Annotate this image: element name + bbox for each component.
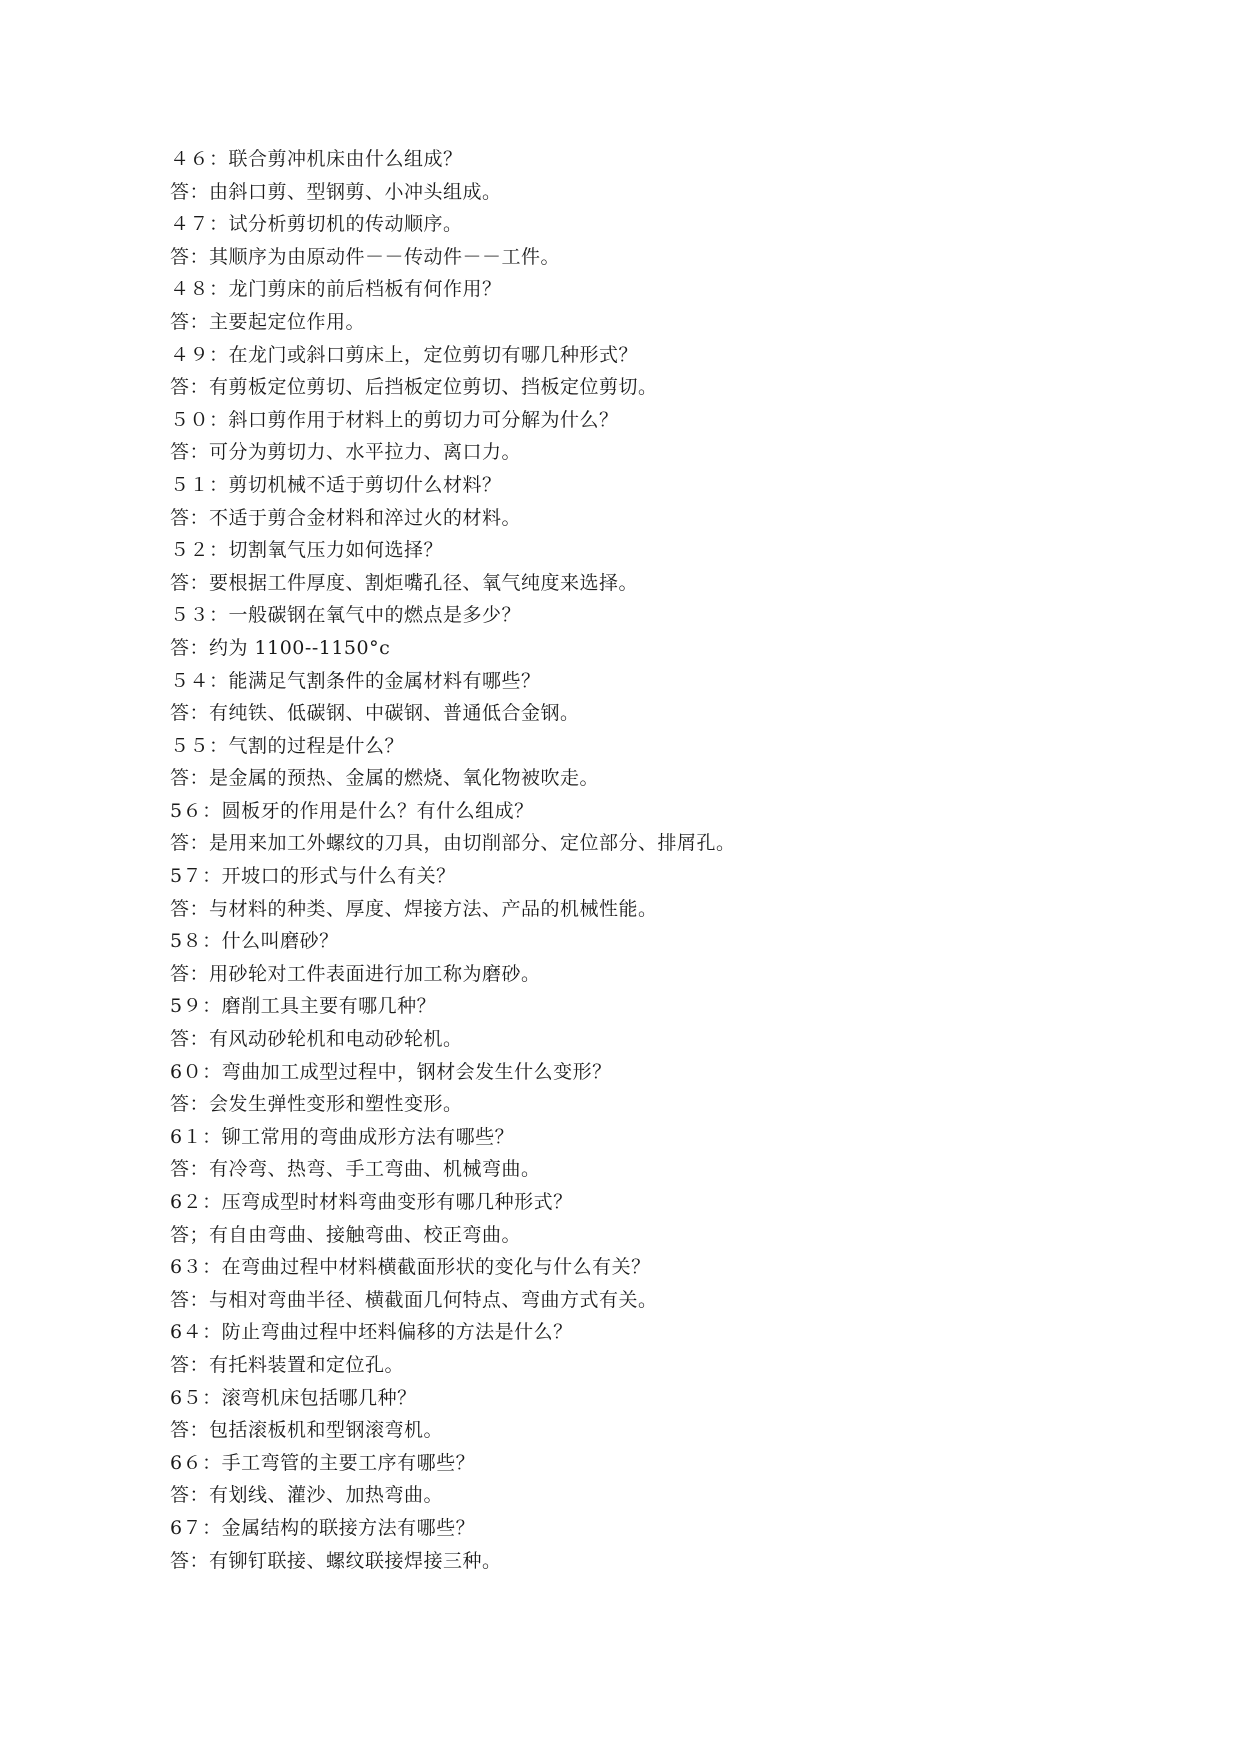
question-61: 6１：铆工常用的弯曲成形方法有哪些？ [170, 1125, 515, 1148]
answer-59: 答：有风动砂轮机和电动砂轮机。 [170, 1028, 463, 1051]
answer-57: 答：与材料的种类、厚度、焊接方法、产品的机械性能。 [170, 897, 658, 920]
answer-60: 答：会发生弹性变形和塑性变形。 [170, 1093, 463, 1116]
question-52: ５２：切割氧气压力如何选择？ [170, 539, 444, 562]
answer-56: 答：是用来加工外螺纹的刀具，由切削部分、定位部分、排屑孔。 [170, 832, 736, 855]
answer-51: 答：不适于剪合金材料和淬过火的材料。 [170, 506, 522, 529]
qa-list [170, 143, 1150, 1577]
question-53: ５３：一般碳钢在氧气中的燃点是多少？ [170, 604, 522, 627]
answer-61: 答：有冷弯、热弯、手工弯曲、机械弯曲。 [170, 1158, 541, 1181]
question-56: 5６：圆板牙的作用是什么？有什么组成？ [170, 799, 534, 822]
question-64: 6４：防止弯曲过程中坯料偏移的方法是什么？ [170, 1321, 573, 1344]
question-66: 6６：手工弯管的主要工序有哪些？ [170, 1451, 476, 1474]
answer-49: 答：有剪板定位剪切、后挡板定位剪切、挡板定位剪切。 [170, 376, 658, 399]
question-59: 5９：磨削工具主要有哪几种？ [170, 995, 437, 1018]
answer-48: 答：主要起定位作用。 [170, 310, 366, 333]
answer-66: 答：有划线、灌沙、加热弯曲。 [170, 1484, 444, 1507]
question-63: 6３：在弯曲过程中材料横截面形状的变化与什么有关？ [170, 1256, 651, 1279]
question-48: ４８：龙门剪床的前后档板有何作用？ [170, 278, 502, 301]
question-62: 6２：压弯成型时材料弯曲变形有哪几种形式？ [170, 1191, 573, 1213]
answer-64: 答：有托料装置和定位孔。 [170, 1353, 405, 1376]
answer-52: 答：要根据工件厚度、割炬嘴孔径、氧气纯度来选择。 [170, 571, 639, 594]
question-46: ４６：联合剪冲机床由什么组成？ [170, 148, 463, 170]
answer-50: 答：可分为剪切力、水平拉力、离口力。 [170, 441, 522, 464]
answer-47: 答：其顺序为由原动件－－传动件－－工件。 [170, 245, 561, 268]
question-58: 5８：什么叫磨砂？ [170, 930, 339, 953]
answer-65: 答：包括滚板机和型钢滚弯机。 [170, 1419, 444, 1442]
question-55: ５５：气割的过程是什么？ [170, 734, 405, 757]
answer-55: 答：是金属的预热、金属的燃烧、氧化物被吹走。 [170, 767, 600, 790]
question-57: 5７：开坡口的形式与什么有关？ [170, 865, 456, 888]
question-51: ５１：剪切机械不适于剪切什么材料？ [170, 473, 502, 496]
answer-53: 答：约为 1100--1150°c [170, 636, 391, 659]
question-49: ４９：在龙门或斜口剪床上，定位剪切有哪几种形式？ [170, 343, 639, 366]
answer-67: 答：有铆钉联接、螺纹联接焊接三种。 [170, 1549, 502, 1572]
question-47: ４７：试分析剪切机的传动顺序。 [170, 213, 463, 236]
question-65: 6５：滚弯机床包括哪几种？ [170, 1386, 417, 1409]
question-50: ５０：斜口剪作用于材料上的剪切力可分解为什么？ [170, 408, 619, 431]
question-54: ５４：能满足气割条件的金属材料有哪些？ [170, 669, 541, 692]
answer-58: 答：用砂轮对工件表面进行加工称为磨砂。 [170, 962, 541, 985]
answer-62: 答；有自由弯曲、接触弯曲、校正弯曲。 [170, 1223, 522, 1246]
answer-46: 答：由斜口剪、型钢剪、小冲头组成。 [170, 180, 502, 203]
answer-63: 答：与相对弯曲半径、横截面几何特点、弯曲方式有关。 [170, 1288, 658, 1311]
question-60: 6０：弯曲加工成型过程中，钢材会发生什么变形？ [170, 1060, 612, 1083]
answer-54: 答：有纯铁、低碳钢、中碳钢、普通低合金钢。 [170, 702, 580, 725]
question-67: 6７：金属结构的联接方法有哪些？ [170, 1516, 476, 1539]
